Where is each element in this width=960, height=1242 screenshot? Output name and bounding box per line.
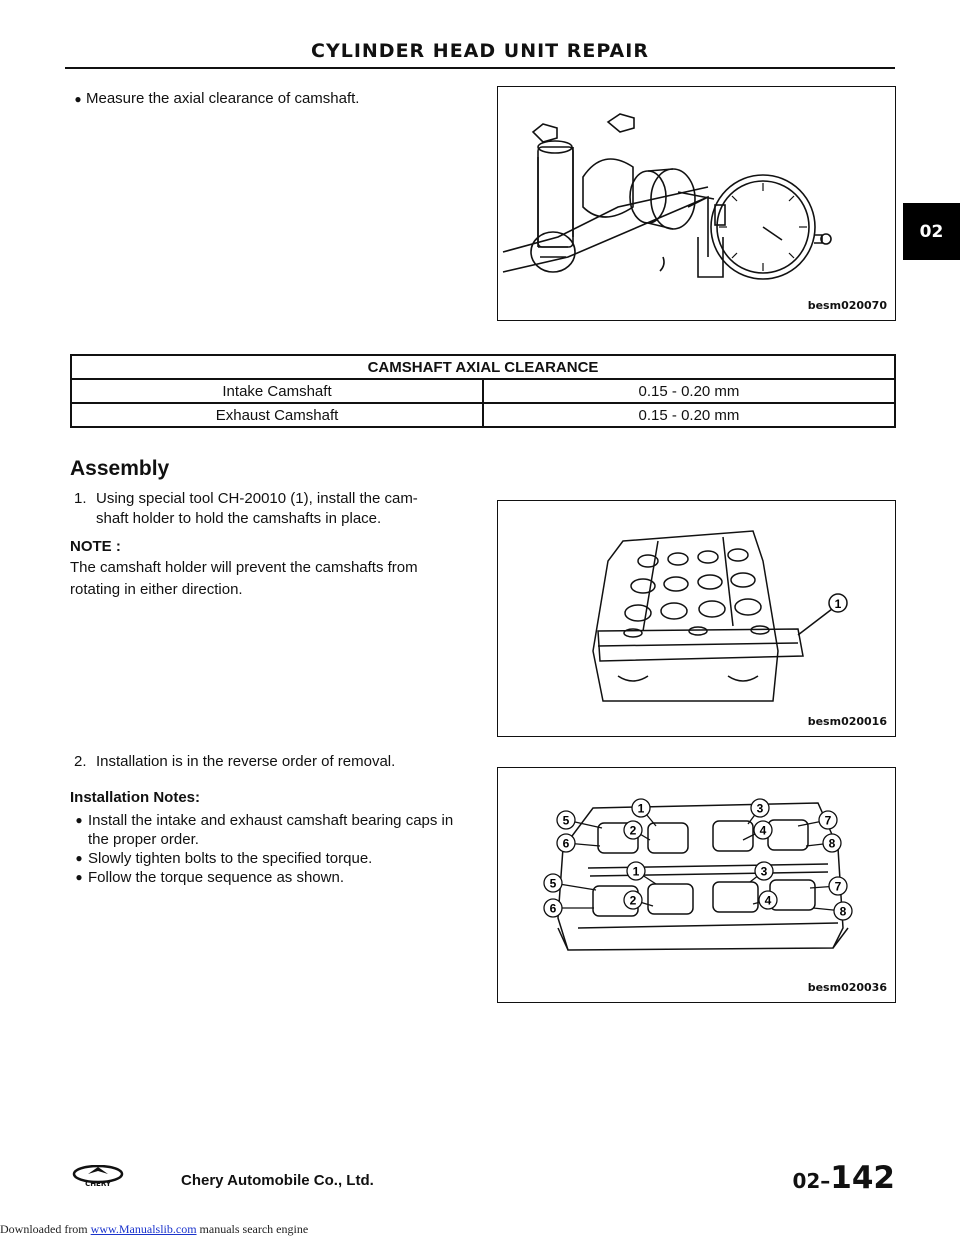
section-heading-assembly: Assembly — [70, 457, 170, 480]
torque-sequence-number: 2 — [629, 893, 637, 908]
camshaft-holder-illustration — [498, 501, 894, 735]
step-2 — [74, 752, 469, 772]
figure-code: besm020036 — [807, 981, 887, 994]
torque-sequence-illustration — [498, 768, 894, 1001]
torque-sequence-number: 1 — [632, 864, 640, 879]
list-item — [70, 811, 470, 849]
torque-sequence-number: 3 — [760, 864, 768, 879]
logo-text: CHERY — [85, 1180, 111, 1187]
installation-notes-heading: Installation Notes: — [70, 789, 201, 806]
torque-sequence-number: 4 — [759, 823, 767, 838]
watermark-prefix: Downloaded from — [0, 1222, 88, 1236]
step-1-line-1: Using special tool CH-20010 (1), install the cam- — [96, 490, 418, 507]
installation-notes-list — [70, 811, 470, 887]
list-item-text: Follow the torque sequence as shown. — [88, 869, 344, 886]
step-1 — [74, 489, 469, 529]
table-row — [71, 403, 895, 427]
note-text: The camshaft holder will prevent the camshafts from rotating in either direction. — [70, 559, 418, 598]
figure-camshaft-holder — [497, 500, 896, 737]
figure-camshaft-axial-measure — [497, 86, 896, 321]
figure-torque-sequence — [497, 767, 896, 1003]
torque-sequence-number: 5 — [549, 876, 557, 891]
page-number — [792, 1160, 895, 1196]
bullet-icon: ● — [75, 870, 83, 884]
step-1-line-2: shaft holder to hold the camshafts in place. — [96, 510, 382, 527]
table-row — [71, 379, 895, 403]
bullet-icon: ● — [75, 851, 83, 865]
download-watermark — [0, 1222, 308, 1237]
callout-1: 1 — [834, 597, 842, 611]
step-number: 2. — [74, 753, 87, 770]
step-2-text: Installation is in the reverse order of removal. — [96, 753, 396, 770]
note-label: NOTE : — [70, 538, 121, 555]
page-number-prefix: 02– — [792, 1169, 831, 1193]
header-divider — [65, 67, 895, 69]
footer-company: Chery Automobile Co., Ltd. — [181, 1172, 374, 1189]
torque-sequence-number: 3 — [756, 801, 764, 816]
table-cell-value: 0.15 - 0.20 mm — [483, 379, 895, 403]
bullet-icon: ● — [74, 92, 82, 106]
torque-sequence-number: 6 — [562, 836, 570, 851]
section-tab: 02 — [903, 203, 960, 260]
list-item-text: Slowly tighten bolts to the specified torque. — [88, 850, 373, 867]
torque-sequence-number: 5 — [562, 813, 570, 828]
torque-sequence-number: 8 — [839, 904, 847, 919]
bullet-icon: ● — [75, 813, 83, 827]
figure-code: besm020016 — [807, 715, 887, 728]
manualslib-link[interactable]: www.Manualslib.com — [90, 1222, 197, 1236]
intro-bullet-text: Measure the axial clearance of camshaft. — [86, 90, 360, 107]
torque-sequence-number: 6 — [549, 901, 557, 916]
torque-sequence-number: 4 — [764, 893, 772, 908]
table-cell-name: Exhaust Camshaft — [71, 403, 483, 427]
list-item-text: Install the intake and exhaust camshaft bearing caps in the proper order. — [88, 812, 454, 848]
list-item — [70, 868, 470, 887]
chery-logo-icon — [72, 1165, 130, 1187]
watermark-suffix: manuals search engine — [199, 1222, 309, 1236]
step-number: 1. — [74, 490, 87, 507]
page-number-value: 142 — [830, 1160, 895, 1196]
torque-sequence-number: 2 — [629, 823, 637, 838]
torque-sequence-number: 1 — [637, 801, 645, 816]
list-item — [70, 849, 470, 868]
table-cell-value: 0.15 - 0.20 mm — [483, 403, 895, 427]
dial-gauge-illustration — [498, 87, 894, 319]
camshaft-axial-clearance-table — [70, 354, 896, 428]
torque-sequence-number: 7 — [834, 879, 842, 894]
torque-sequence-number: 7 — [824, 813, 832, 828]
intro-bullet — [70, 89, 359, 109]
torque-sequence-number: 8 — [828, 836, 836, 851]
table-cell-name: Intake Camshaft — [71, 379, 483, 403]
table-title: CAMSHAFT AXIAL CLEARANCE — [71, 355, 895, 379]
page-header-title: CYLINDER HEAD UNIT REPAIR — [311, 40, 649, 62]
figure-code: besm020070 — [807, 299, 887, 312]
